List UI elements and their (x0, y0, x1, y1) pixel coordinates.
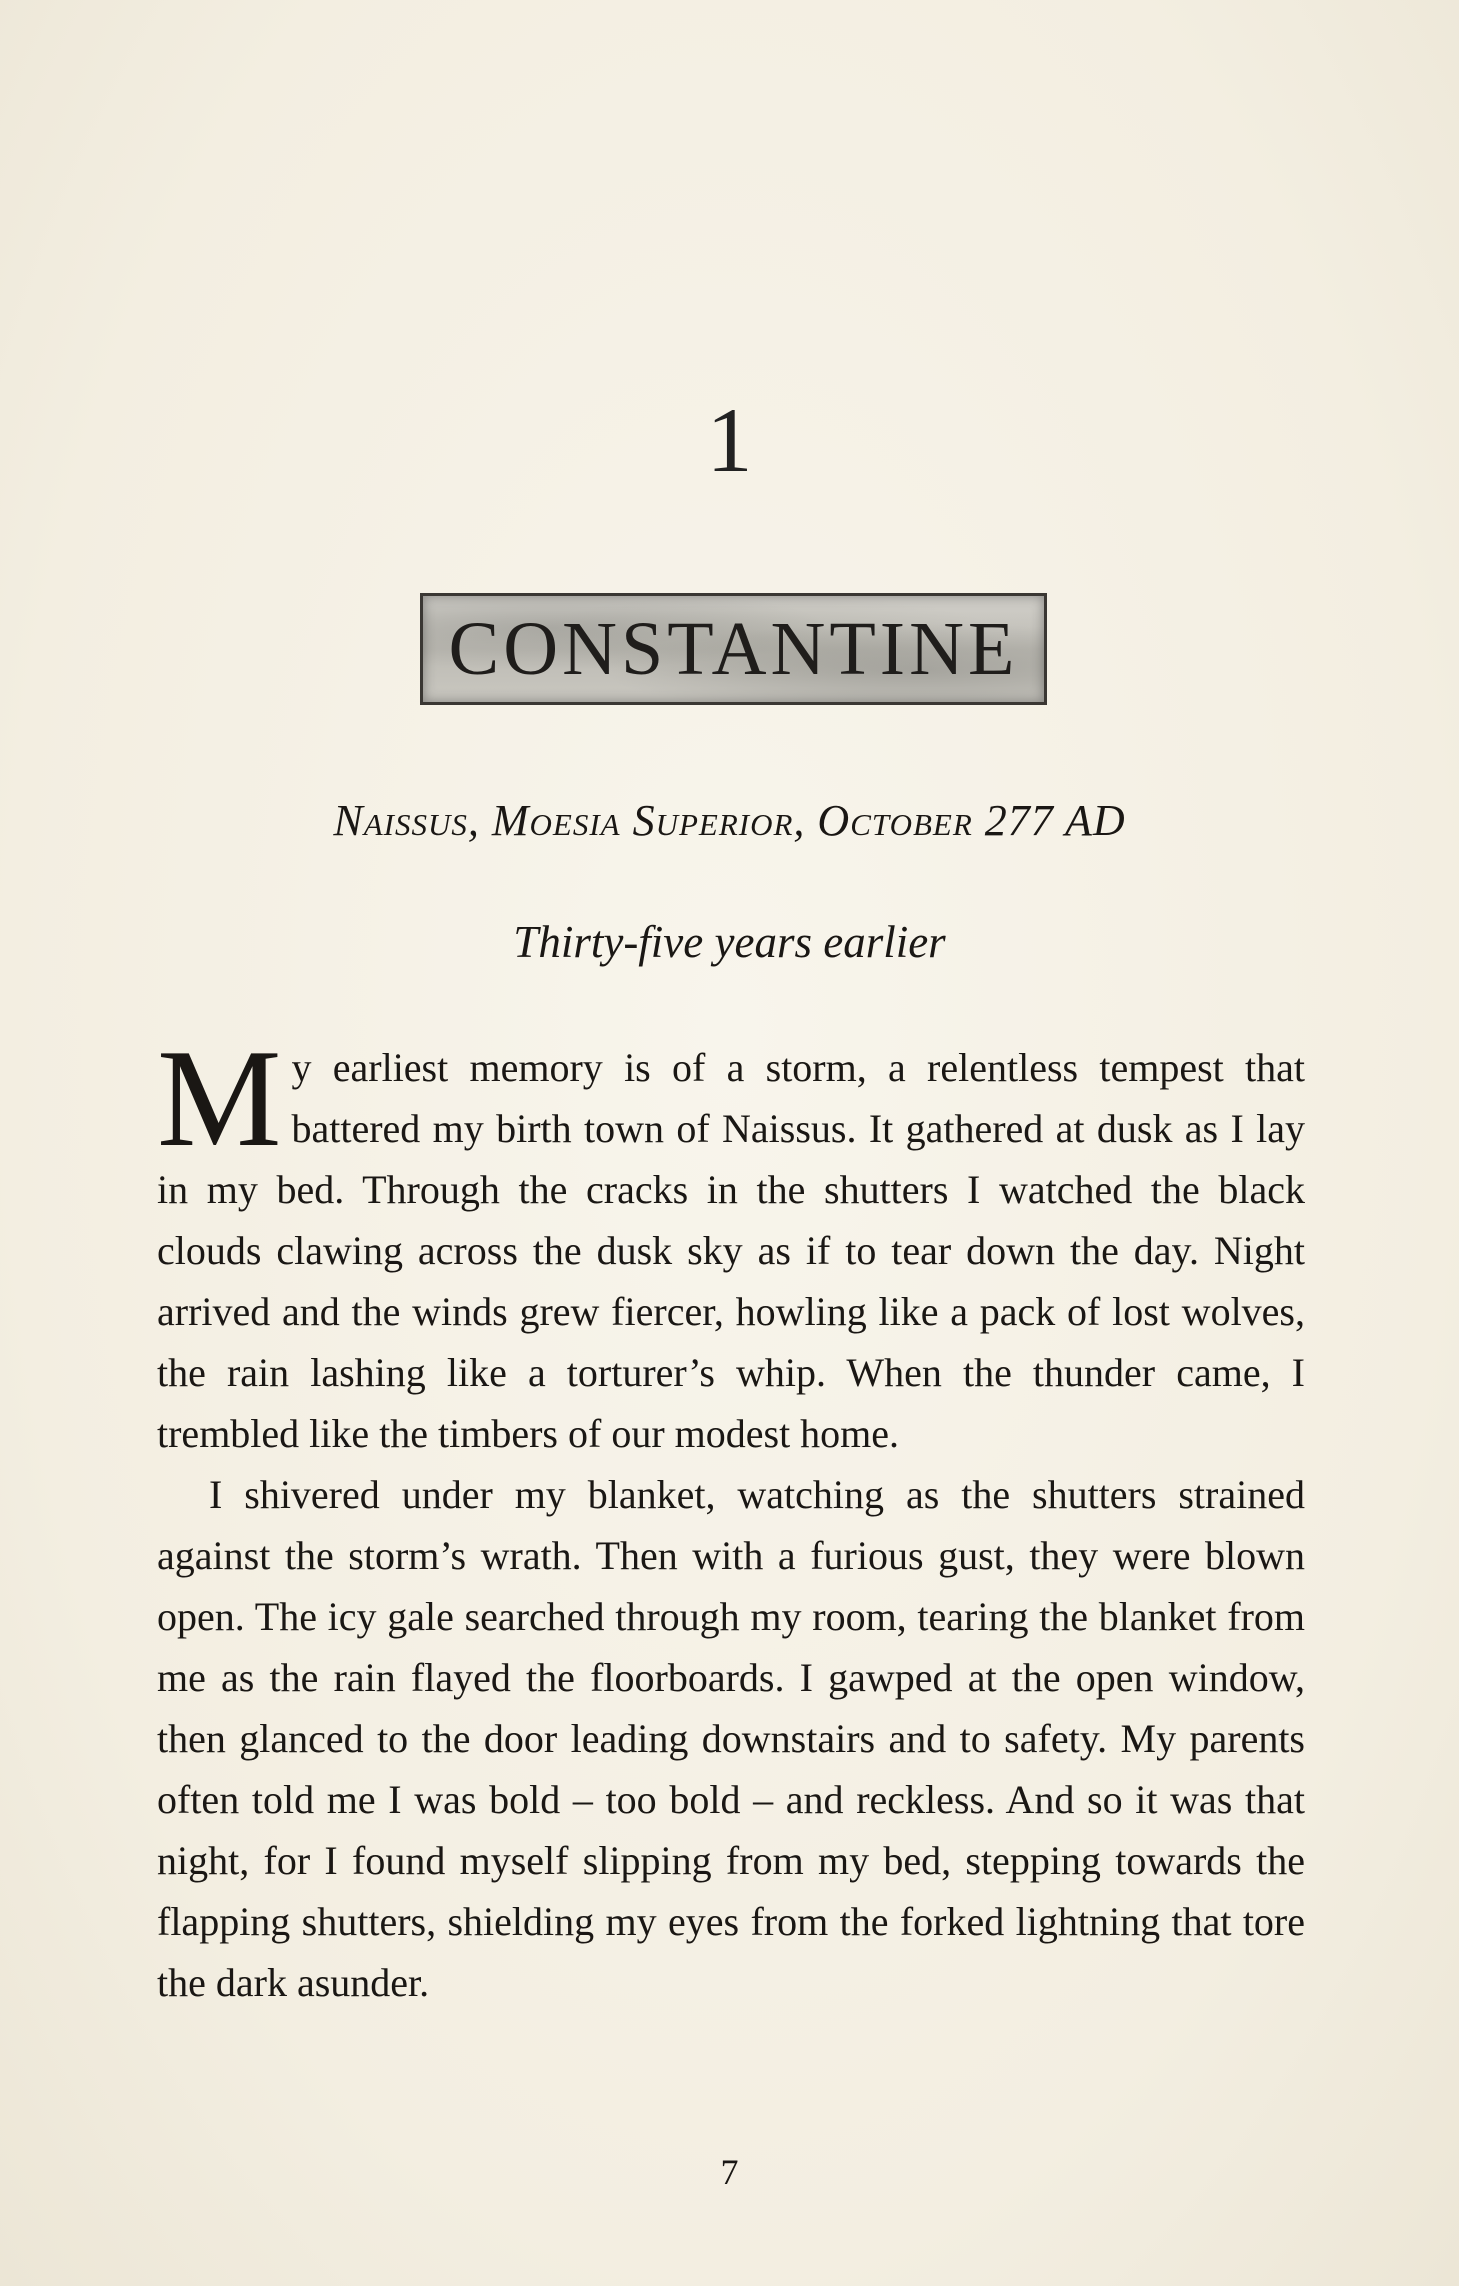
paragraph-1 (157, 1021, 1305, 1464)
chapter-title: CONSTANTINE (448, 607, 1019, 691)
chapter-timeframe: Thirty-five years earlier (513, 917, 946, 967)
paragraph-2: I shivered under my blanket, watching as the shutters strained against the storm’s wrath. Then with a furious gust, they were blown open. The icy gale searched through my room, tearing the blanket from me as the rain flayed the floorboards. I gawped at the open window, then glanced to the door leading downstairs and to safety. My parents often told me I was bold – too bold – and reckless. And so it was that night, for I found myself slipping from my bed, stepping towards the flapping shutters, shielding my eyes from the forked lightning that tore the dark asunder. (157, 1472, 1305, 2005)
chapter-title-plate (420, 593, 1047, 705)
drop-cap: M (157, 1021, 282, 1176)
chapter-number: 1 (706, 389, 753, 491)
paragraph-1-text: y earliest memory is of a storm, a relentless tempest that battered my birth town of Naissus. It gathered at dusk as I lay in my bed. Through the cracks in the shutters I watched the black clouds clawing across the dusk sky as if to tear down the day. Night arrived and the winds grew fiercer, howling like a pack of lost wolves, the rain lashing like a torturer’s whip. When the thunder came, I trembled like the timbers of our modest home. (157, 1045, 1305, 1456)
chapter-location: Naissus, Moesia Superior, October 277 AD (333, 796, 1126, 845)
page-number: 7 (720, 2152, 739, 2192)
body-text (157, 1021, 1305, 2013)
